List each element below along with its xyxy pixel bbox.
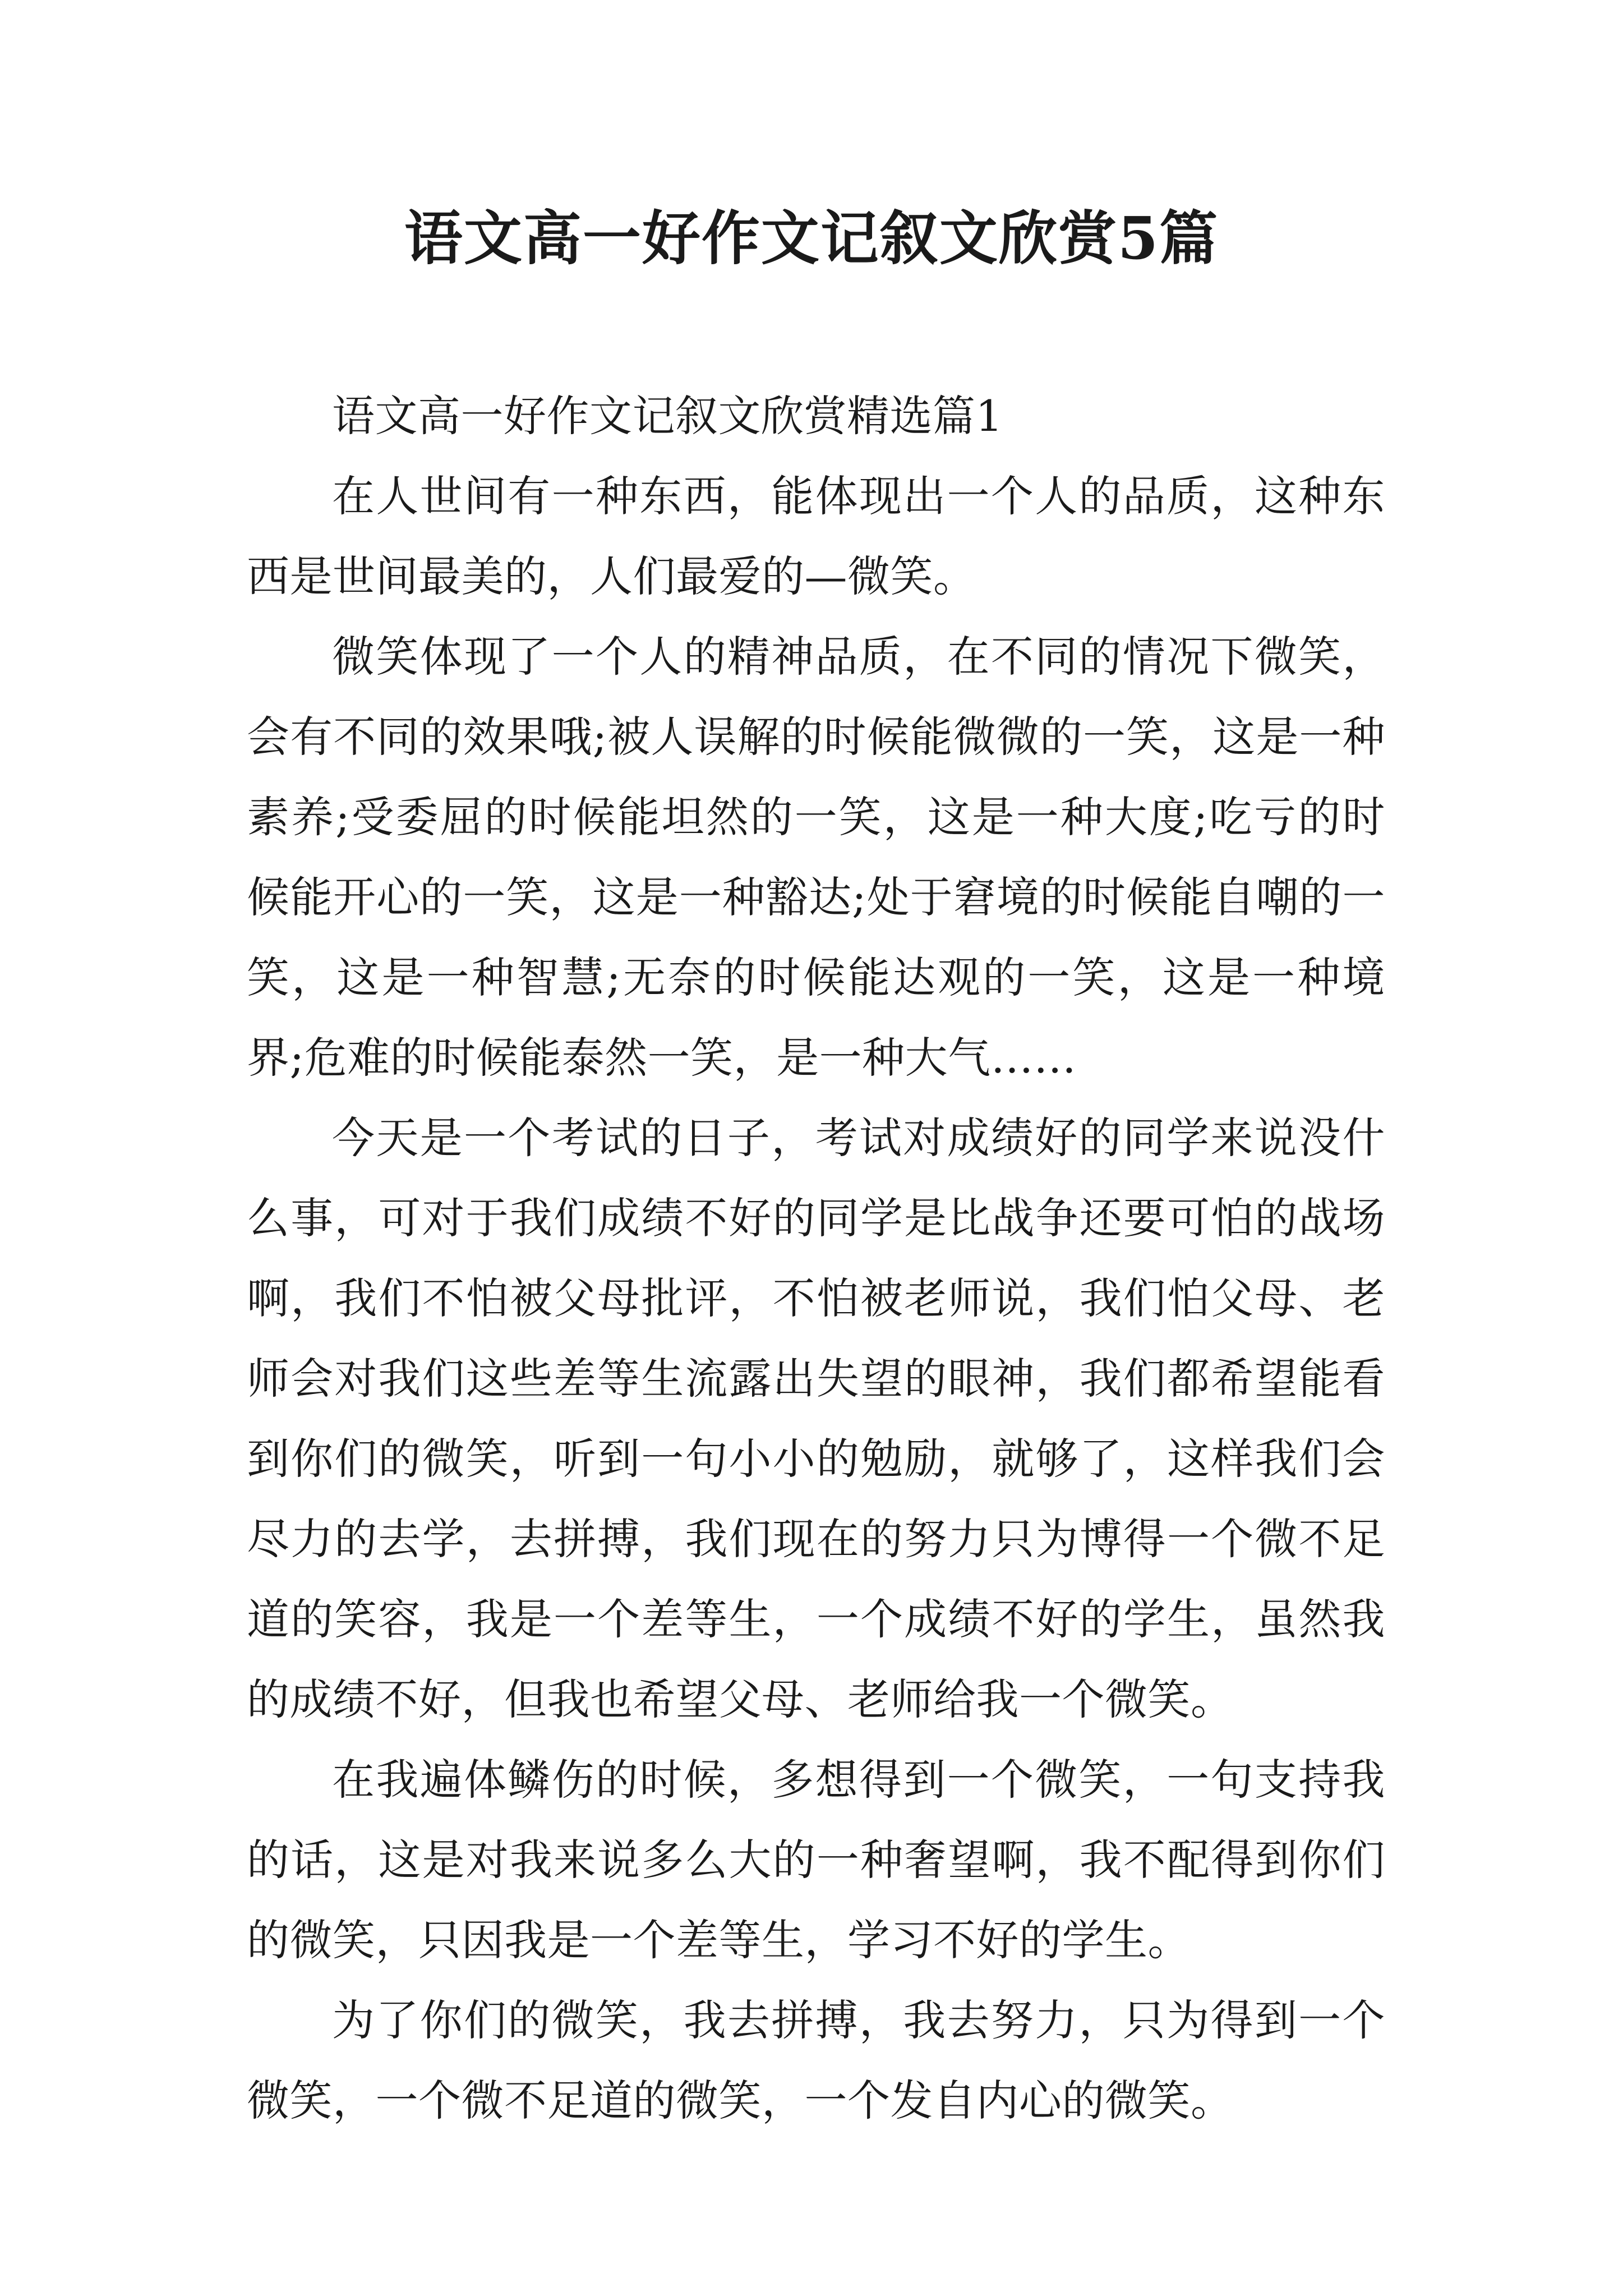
paragraph: 在我遍体鳞伤的时候，多想得到一个微笑，一句支持我的话，这是对我来说多么大的一种奢望啊，我不配得到你们的微笑，只因我是一个差等生，学习不好的学生。 — [247, 1755, 1385, 1965]
paragraph: 在人世间有一种东西，能体现出一个人的品质，这种东西是世间最美的，人们最爱的—微笑。 — [247, 471, 1385, 601]
paragraph: 微笑体现了一个人的精神品质，在不同的情况下微笑，会有不同的效果哦;被人误解的时候能微微的一笑，这是一种素养;受委屈的时候能坦然的一笑，这是一种大度;吃亏的时候能开心的一笑，这是一种豁达;处于窘境的时候能自嘲的一笑，这是一种智慧;无奈的时候能达观的一笑，这是一种境界;危难的时候能泰然一笑，是一种大气…… — [247, 632, 1385, 1083]
paragraph: 今天是一个考试的日子，考试对成绩好的同学来说没什么事，可对于我们成绩不好的同学是比战争还要可怕的战场啊，我们不怕被父母批评，不怕被老师说，我们怕父母、老师会对我们这些差等生流露出失望的眼神，我们都希望能看到你们的微笑，听到一句小小的勉励，就够了，这样我们会尽力的去学，去拼搏，我们现在的努力只为博得一个微不足道的笑容，我是一个差等生，一个成绩不好的学生，虽然我的成绩不好，但我也希望父母、老师给我一个微笑。 — [247, 1113, 1385, 1724]
document-body — [247, 376, 1385, 2141]
paragraph: 为了你们的微笑，我去拼搏，我去努力，只为得到一个微笑，一个微不足道的微笑，一个发自内心的微笑。 — [247, 1995, 1385, 2125]
document-title: 语文高一好作文记叙文欣赏5篇 — [404, 204, 1219, 273]
section-heading: 语文高一好作文记叙文欣赏精选篇1 — [332, 391, 1003, 441]
